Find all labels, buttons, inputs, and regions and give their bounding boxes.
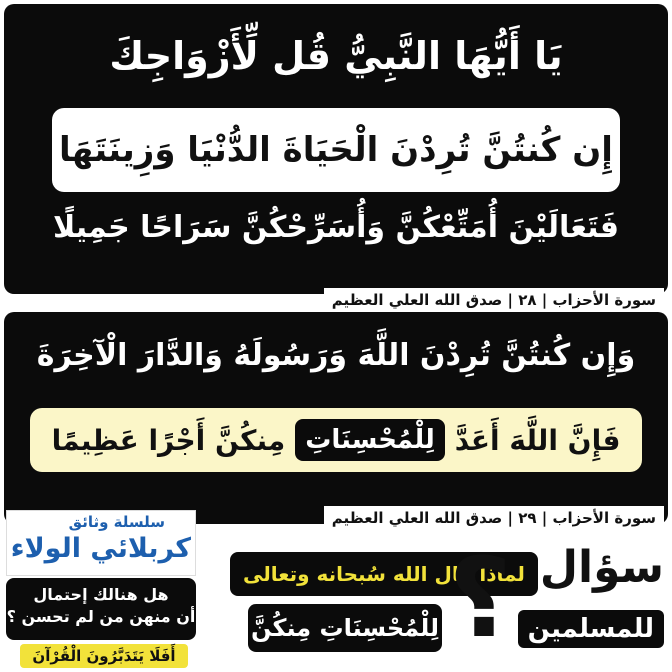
verse-29-emphasis: لِلْمُحْسِنَاتِ (295, 419, 445, 461)
muhsinat-box: لِلْمُحْسِنَاتِ مِنكُنَّ (248, 604, 442, 652)
verse-28-line-3: فَتَعَالَيْنَ أُمَتِّعْكُنَّ وَأُسَرِّحْكُنَّ سَرَاحًا جَمِيلًا (52, 210, 620, 245)
surah-reference-29: سورة الأحزاب | ٢٩ | صدق الله العلي العظيم (324, 506, 664, 530)
question-line-2: أن منهن من لم تحسن ؟ (6, 607, 196, 626)
verse-panel-29 (4, 312, 668, 524)
question-line-1: هل هنالك إحتمال (33, 585, 169, 604)
verse-29-highlight (30, 408, 642, 472)
logo (6, 510, 196, 576)
question-box (6, 578, 196, 640)
question-subtitle: للمسلمين (518, 610, 664, 648)
question-mark: ؟ (448, 534, 512, 662)
verse-28-highlight (52, 108, 620, 192)
surah-reference-28: سورة الأحزاب | ٢٨ | صدق الله العلي العظيم (324, 288, 664, 312)
verse-29-line-1: وَإِن كُنتُنَّ تُرِدْنَ اللَّهَ وَرَسُولَهُ وَالدَّارَ الْآخِرَةَ (36, 338, 636, 373)
question-title: سؤال (539, 542, 664, 593)
logo-top-text: سلسلة وثائق (68, 513, 165, 531)
verse-28-line-1: يَا أَيُّهَا النَّبِيُّ قُل لِّأَزْوَاجِكَ (109, 34, 563, 78)
logo-main-text: كربلائي الولاء (10, 533, 191, 564)
verse-panel-28 (4, 4, 668, 294)
verse-29-part-left: مِنكُنَّ أَجْرًا عَظِيمًا (51, 423, 286, 457)
quran-verse-caption: أَفَلَا يَتَدَبَّرُونَ الْقُرْآنَ (20, 644, 188, 668)
verse-28-line-2: إِن كُنتُنَّ تُرِدْنَ الْحَيَاةَ الدُّنْيَا وَزِينَتَهَا (59, 130, 613, 170)
verse-29-part-right: فَإِنَّ اللَّهَ أَعَدَّ (454, 423, 621, 457)
why-box: لماذا قال الله سُبحانه وتعالى (230, 552, 538, 596)
